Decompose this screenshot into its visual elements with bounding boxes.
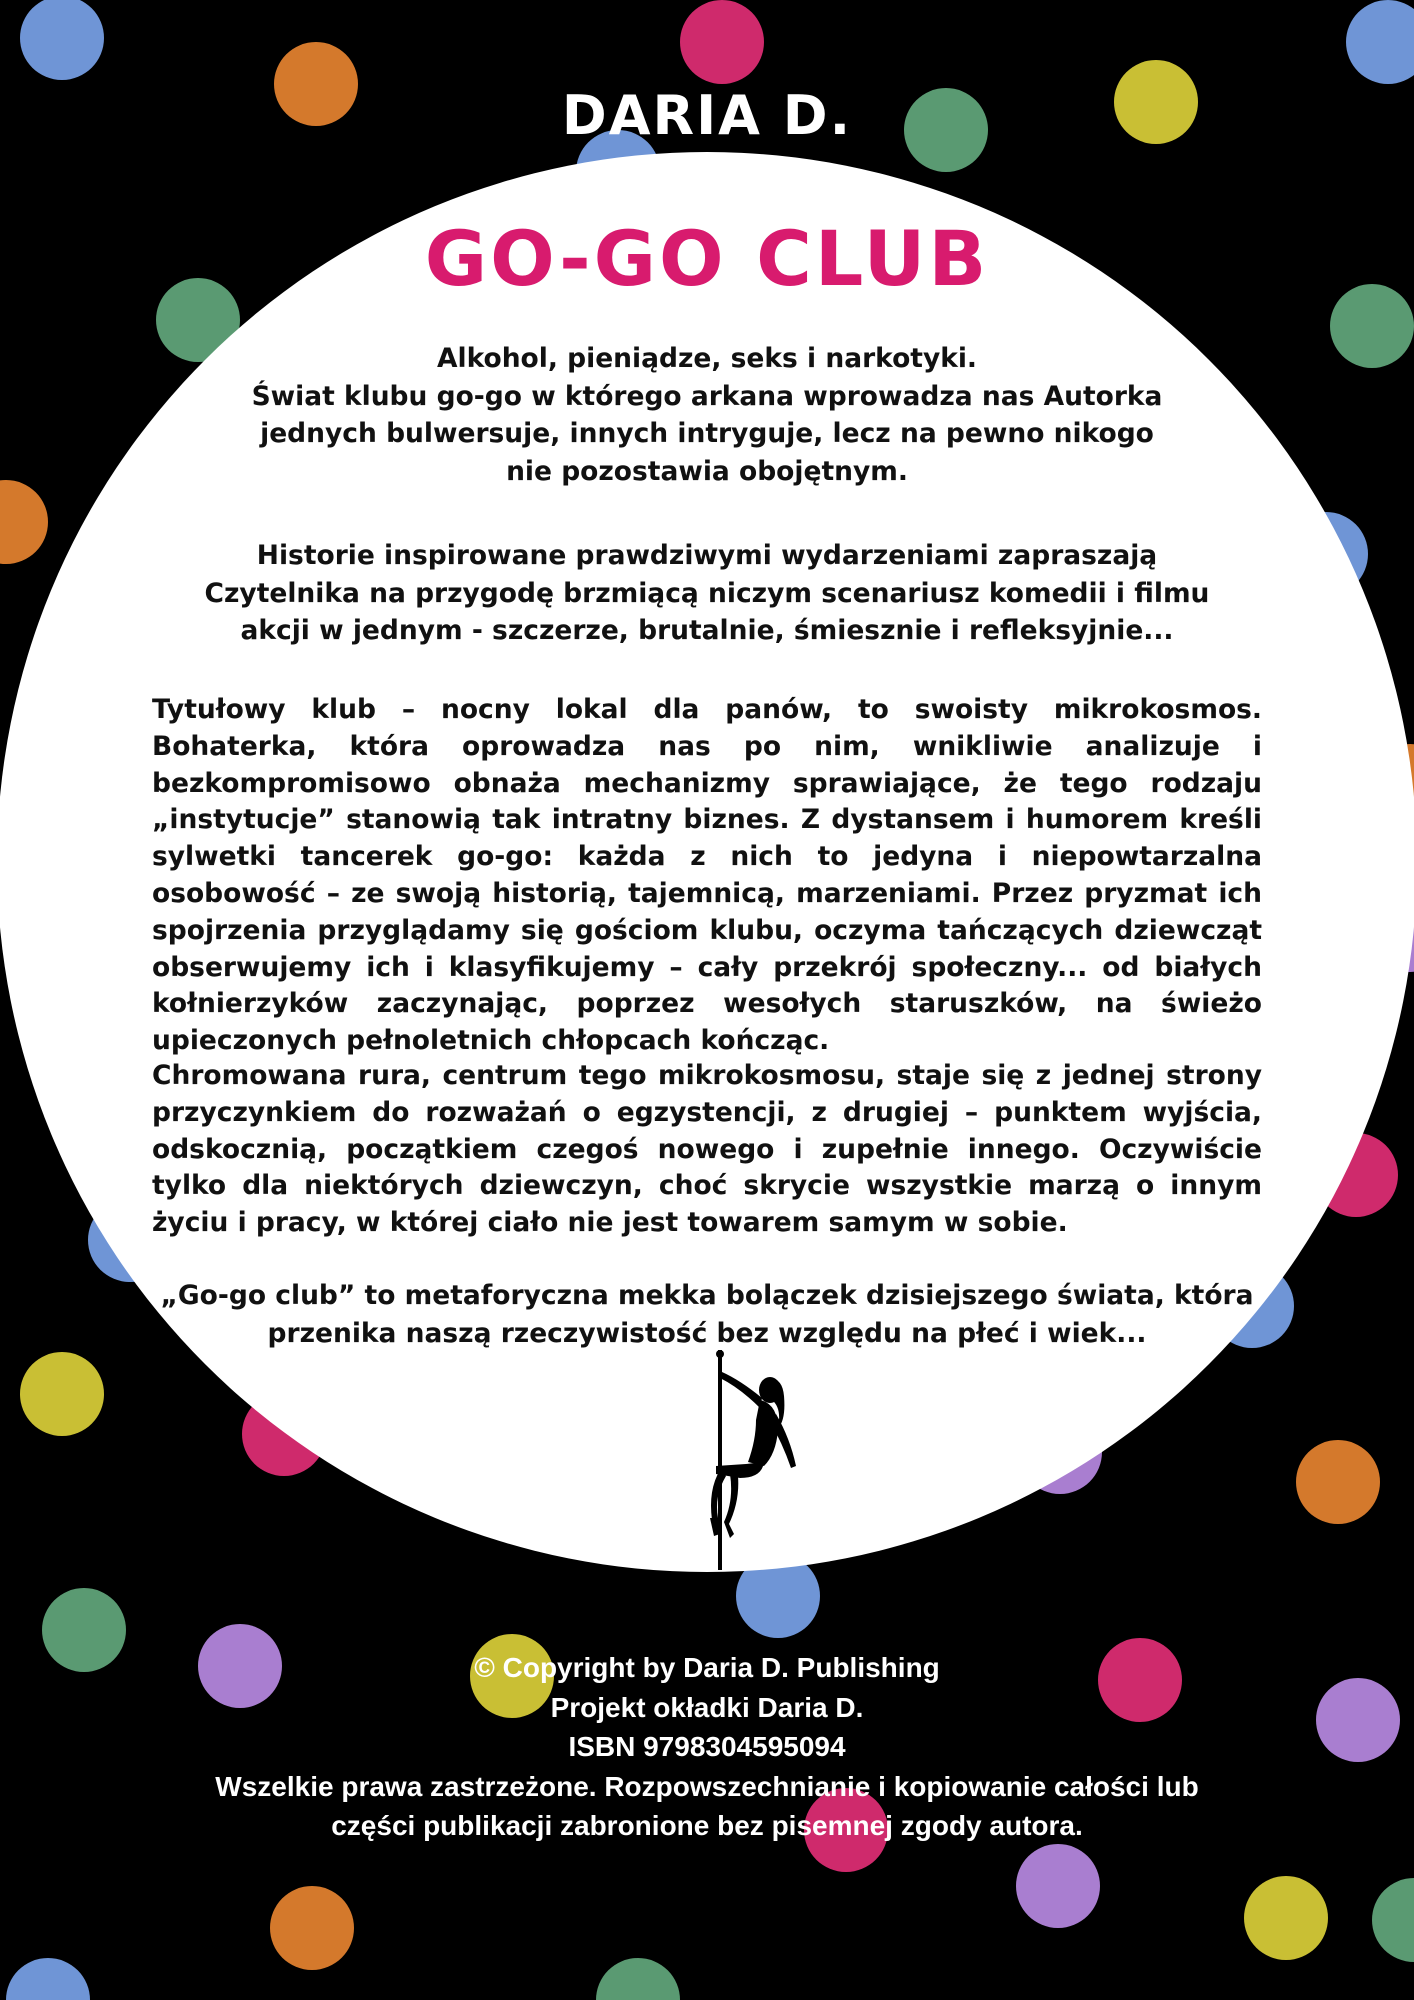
blurb-pole: Chromowana rura, centrum tego mikrokosmosu, staje się z jednej strony przyczynkiem do rozważań o egzystencji, z drugiej – punktem wyjścia, odskocznią, początkiem czegoś nowego i zupełnie innego. Oczywiście tylko dla niektórych dziewczyn, choć skrycie wszystkie marzą o innym życiu i pracy, w której ciało nie jest towarem samym w sobie.	[152, 1060, 1262, 1239]
polka-dot	[6, 1958, 90, 2000]
polka-dot	[1016, 1844, 1100, 1928]
isbn-line: ISBN 9798304595094	[568, 1731, 846, 1762]
book-title: GO-GO CLUB	[424, 214, 990, 303]
polka-dot	[1346, 0, 1414, 84]
polka-dot	[1244, 1876, 1328, 1960]
blurb-stories-line: Historie inspirowane prawdziwymi wydarzeniami zapraszają	[256, 540, 1158, 571]
polka-dot	[270, 1886, 354, 1970]
blurb-closing	[150, 1277, 1264, 1352]
blurb-intro	[150, 340, 1264, 490]
blurb-closing-line: przenika naszą rzeczywistość bez względu na płeć i wiek...	[267, 1317, 1147, 1349]
author-name: DARIA D.	[561, 84, 853, 147]
polka-dot	[20, 1352, 104, 1436]
blurb-intro-line: jednych bulwersuje, innych intryguje, lecz na pewno nikogo	[260, 418, 1154, 449]
blurb-intro-line: Alkohol, pieniądze, seks i narkotyki.	[436, 343, 977, 374]
rights-line: Wszelkie prawa zastrzeżone. Rozpowszechnianie i kopiowanie całości lub	[215, 1770, 1199, 1802]
polka-dot	[20, 0, 104, 80]
copyright-line: © Copyright by Daria D. Publishing	[474, 1652, 940, 1683]
blurb-club: Tytułowy klub – nocny lokal dla panów, to swoisty mikrokosmos. Bohaterka, która oprowadza nas po nim, wnikliwie analizuje i bezkompromisowo obnaża mechanizmy sprawiające, że tego rodzaju „instytucje” stanowią tak intratny biznes. Z dystansem i humorem kreśli sylwetki tancerek go-go: każda z nich to jedyna i niepowtarzalna osobowość – ze swoją historią, tajemnicą, marzeniami. Przez pryzmat ich spojrzenia przyglądamy się gościom klubu, oczyma tańczących dziewcząt obserwujemy ich i klasyfikujemy – cały przekrój społeczny... od białych kołnierzyków zaczynając, poprzez wesołych staruszków, na świeżo upieczonych pełnoletnich chłopcach kończąc.	[152, 694, 1262, 1057]
blurb-intro-line: nie pozostawia obojętnym.	[506, 455, 908, 487]
polka-dot	[680, 0, 764, 84]
blurb-closing-line: „Go-go club” to metaforyczna mekka bolączek dzisiejszego świata, która	[160, 1280, 1254, 1311]
copyright-block	[0, 1648, 1414, 1846]
blurb-intro-line: Świat klubu go-go w którego arkana wprowadza nas Autorka	[251, 380, 1163, 412]
blurb-stories-line: Czytelnika na przygodę brzmiącą niczym scenariusz komedii i filmu	[204, 577, 1210, 609]
pole-dancer-silhouette	[690, 1350, 820, 1570]
polka-dot	[1372, 1878, 1414, 1962]
blurb-stories-line: akcji w jednym - szczerze, brutalnie, śmiesznie i refleksyjnie...	[240, 615, 1174, 646]
polka-dot	[1296, 1440, 1380, 1524]
blurb-stories	[150, 537, 1264, 650]
cover-design-line: Projekt okładki Daria D.	[550, 1691, 864, 1723]
polka-dot	[596, 1958, 680, 2000]
rights-line-2: części publikacji zabronione bez pisemnej zgody autora.	[331, 1810, 1083, 1841]
polka-dot	[0, 480, 48, 564]
